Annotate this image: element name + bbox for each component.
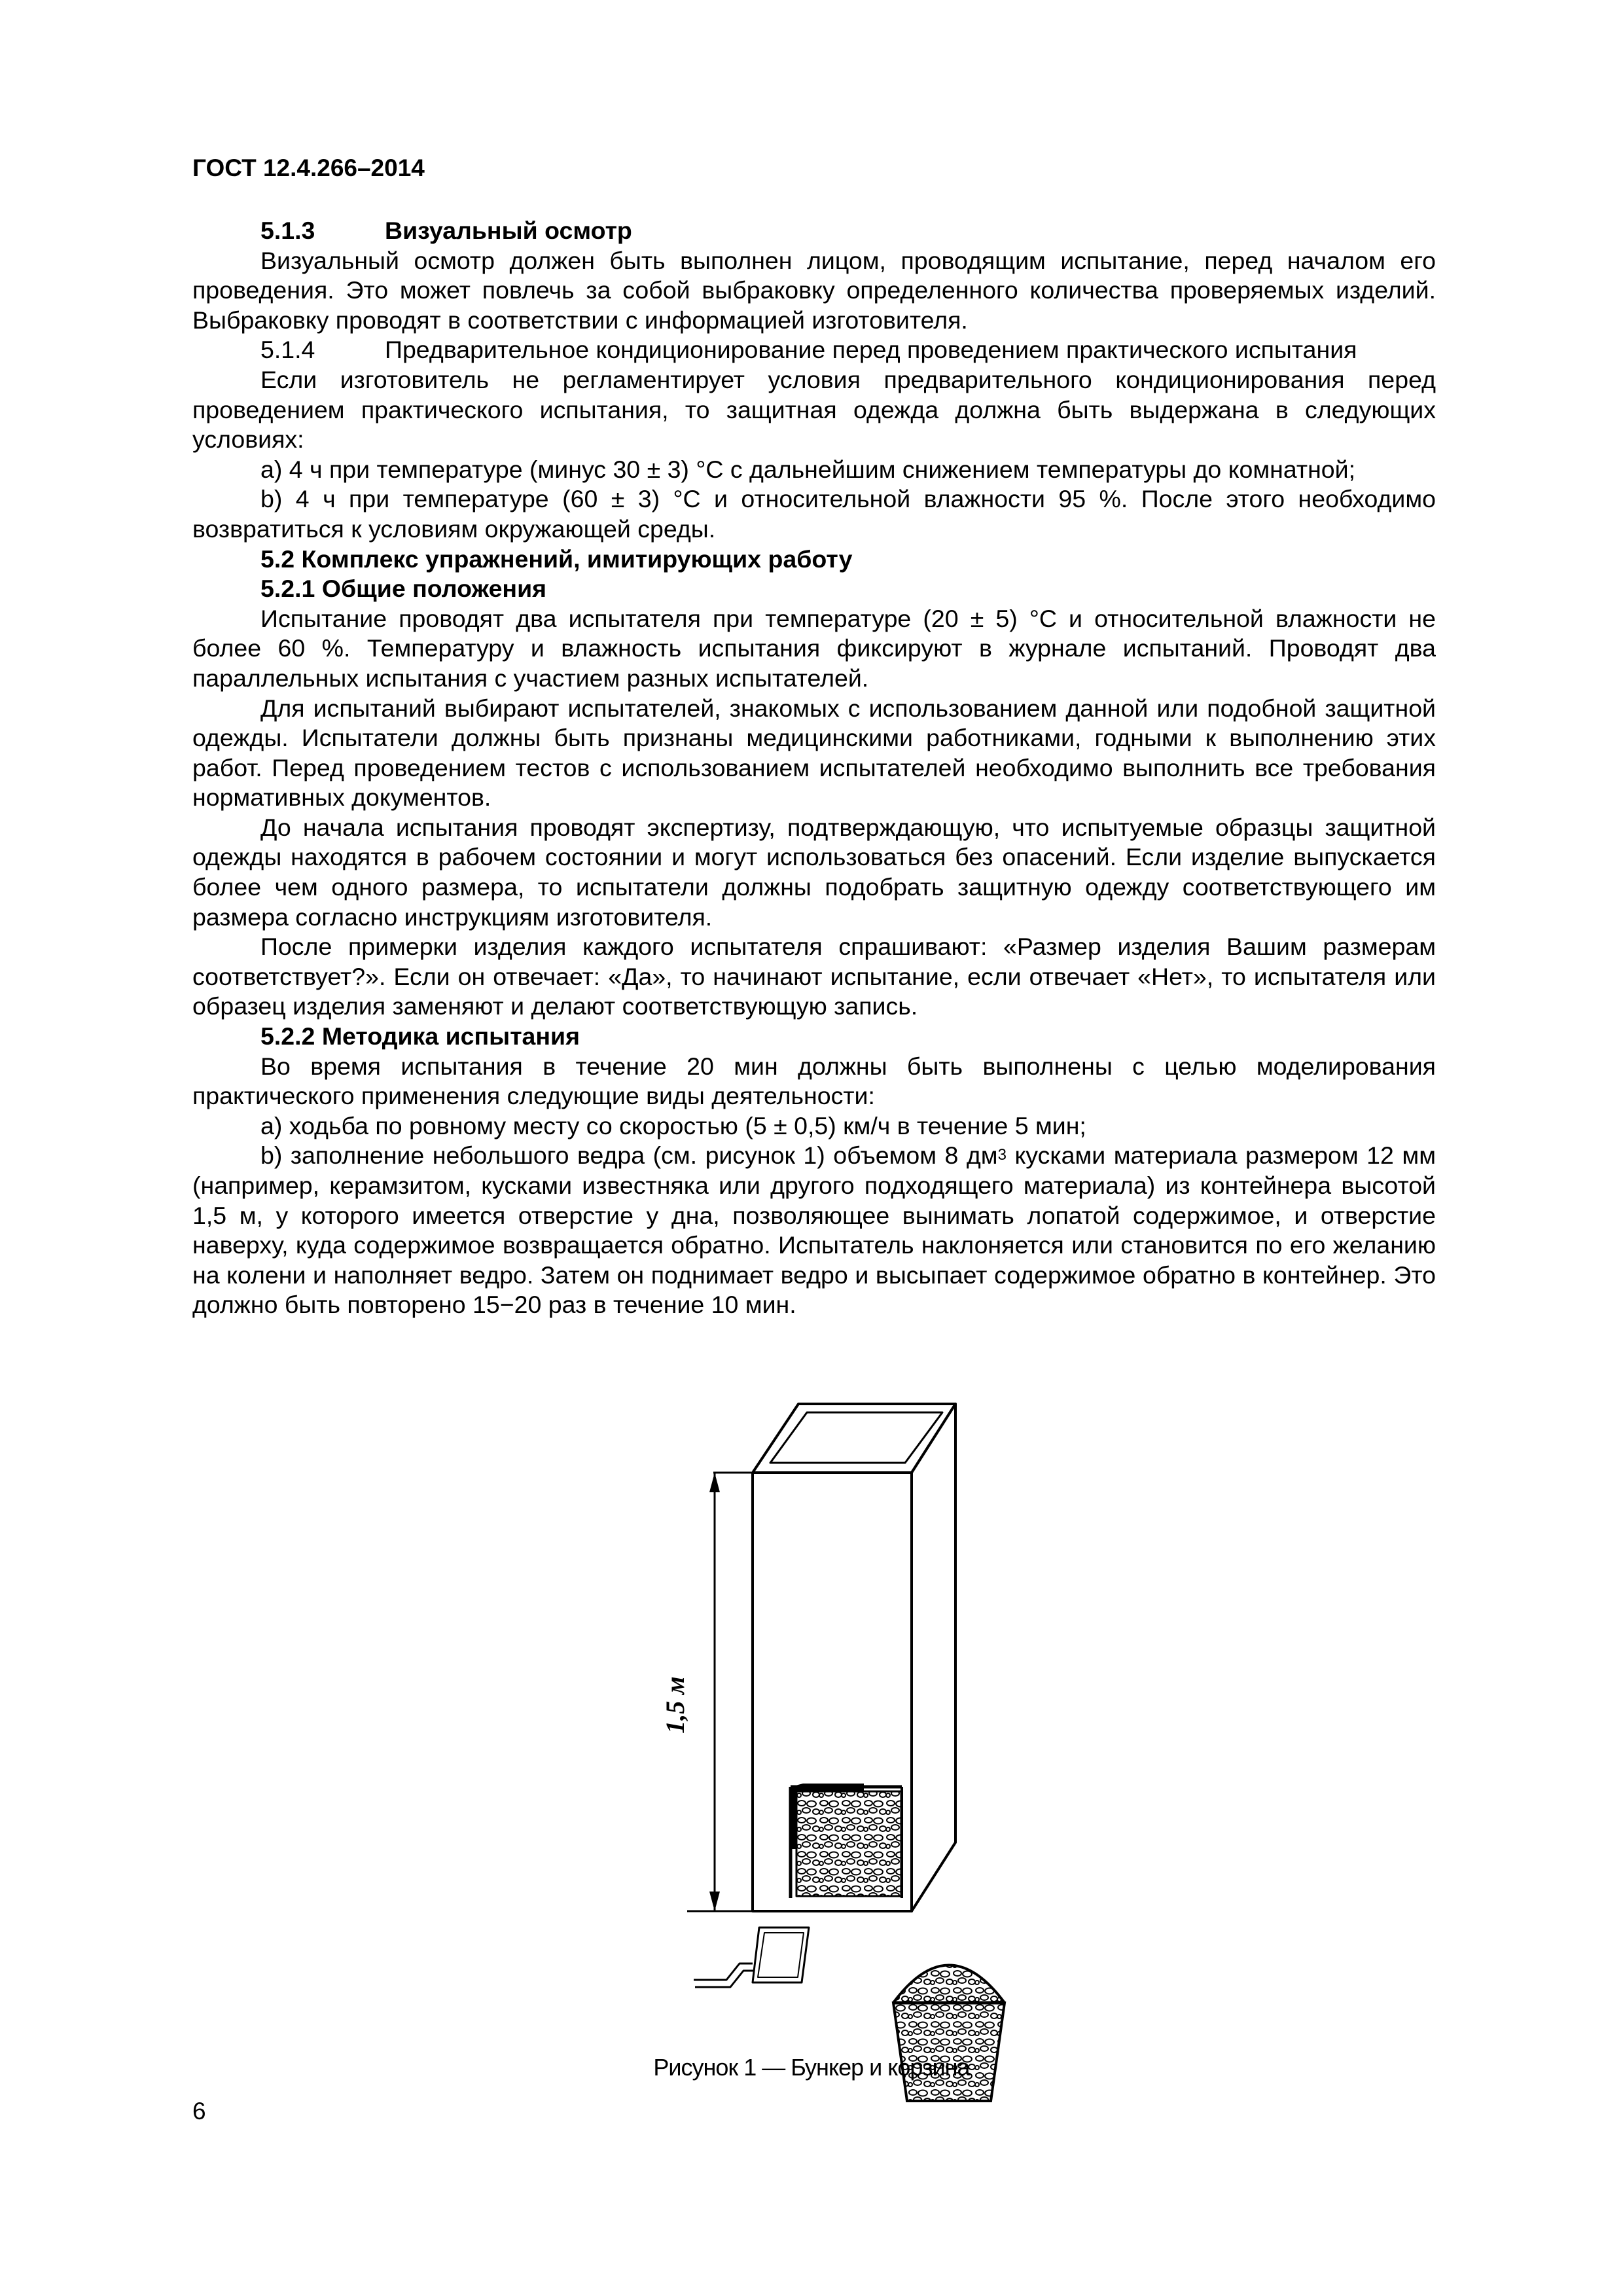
section-5-2-1-paragraph-2: Для испытаний выбирают испытателей, знакомых с использованием данной или подобной защитной одежды. Испытатели должны быть признаны медицинскими работниками, годными к выполнению этих работ. Перед проведением тестов с использованием испытателей необходимо выполнить все требования нормативных документов.: [192, 694, 1436, 812]
clause-number: 5.1.4: [260, 336, 315, 364]
clause-number: 5.1.3: [260, 217, 315, 244]
section-5-2-1-paragraph-1: Испытание проводят два испытателя при температуре (20 ± 5) °С и относительной влажности не более 60 %. Температуру и влажность испытания фиксируют в журнале испытаний. Проводят два параллельных испытания с участием разных испытателей.: [192, 604, 1436, 692]
section-5-2-2-paragraph-1: Во время испытания в течение 20 мин должны быть выполнены с целью моделирования практического применения следующие виды деятельности:: [192, 1052, 1436, 1110]
bunker-and-basket-figure: [641, 1391, 1099, 2111]
page-number: 6: [192, 2098, 206, 2125]
clause-5-1-4-item-b: b) 4 ч при температуре (60 ± 3) °С и относительной влажности 95 %. После этого необходимо возвратиться к условиям окружающей среды.: [192, 485, 1436, 543]
clause-title: Визуальный осмотр: [385, 217, 632, 244]
height-dimension: [709, 1473, 751, 1911]
clause-5-1-4-item-a: a) 4 ч при температуре (минус 30 ± 3) °С с дальнейшим снижением температуры до комнатной;: [260, 455, 1356, 483]
height-label: 1,5 м: [660, 1676, 690, 1734]
section-5-2-2-item-b: b) заполнение небольшого ведра (см. рисунок 1) объемом 8 $дм^3$ кусками материала размером 12 мм (например, керамзитом, кусками известняка или другого подходящего материала) из контейнера высотой 1,5 м, у которого имеется отверстие у дна, позволяющее вынимать лопатой содержимое, и отверстие наверху, куда содержимое возвращается обратно. Испытатель наклоняется или становится по его желанию на колени и наполняет ведро. Затем он поднимает ведро и высыпает содержимое обратно в контейнер. Это должно быть повторено 15−20 раз в течение 10 мин.: [192, 1141, 1436, 1319]
bunker-drawing: [687, 1404, 955, 1911]
clause-5-1-4-intro: Если изготовитель не регламентирует условия предварительного кондиционирования перед проведением практического испытания, то защитная одежда должна быть выдержана в следующих условиях:: [192, 365, 1436, 454]
section-5-2-1-paragraph-4: После примерки изделия каждого испытателя спрашивают: «Размер изделия Вашим размерам соответствует?». Если он отвечает: «Да», то начинают испытание, если отвечает «Нет», то испытателя или образец изделия заменяют и делают соответствующую запись.: [192, 933, 1436, 1020]
document-code-header: ГОСТ 12.4.266–2014: [192, 154, 425, 181]
clause-5-1-3-heading: [192, 216, 1436, 246]
section-5-2-1-heading: 5.2.1 Общие положения: [260, 575, 547, 603]
section-5-2-2-heading: 5.2.2 Методика испытания: [260, 1022, 580, 1050]
figure-caption: Рисунок 1 — Бункер и корзина: [653, 2054, 970, 2081]
document-body: [192, 216, 1436, 1320]
clause-5-1-3-text: Визуальный осмотр должен быть выполнен лицом, проводящим испытание, перед началом его проведения. Это может повлечь за собой выбраковку определенного количества проверяемых изделий. Выбраковку проводят в соответствии с информацией изготовителя.: [192, 246, 1436, 334]
superscript-cubed: 3: [997, 1146, 1007, 1164]
clause-title: Предварительное кондиционирование перед проведением практического испытания: [385, 336, 1357, 364]
section-5-2-2-item-a: a) ходьба по ровному месту со скоростью (5 ± 0,5) км/ч в течение 5 мин;: [260, 1111, 1086, 1139]
section-5-2-1-paragraph-3: До начала испытания проводят экспертизу, подтверждающую, что испытуемые образцы защитной одежды находятся в рабочем состоянии и могут использоваться без опасений. Если изделие выпускается более чем одного размера, то испытатели должны подобрать защитную одежду соответствующего им размера согласно инструкциям изготовителя.: [192, 813, 1436, 931]
shovel-drawing: [694, 1928, 809, 1987]
section-5-2-heading: 5.2 Комплекс упражнений, имитирующих работу: [260, 545, 853, 573]
clause-5-1-4-heading: [192, 335, 1436, 365]
